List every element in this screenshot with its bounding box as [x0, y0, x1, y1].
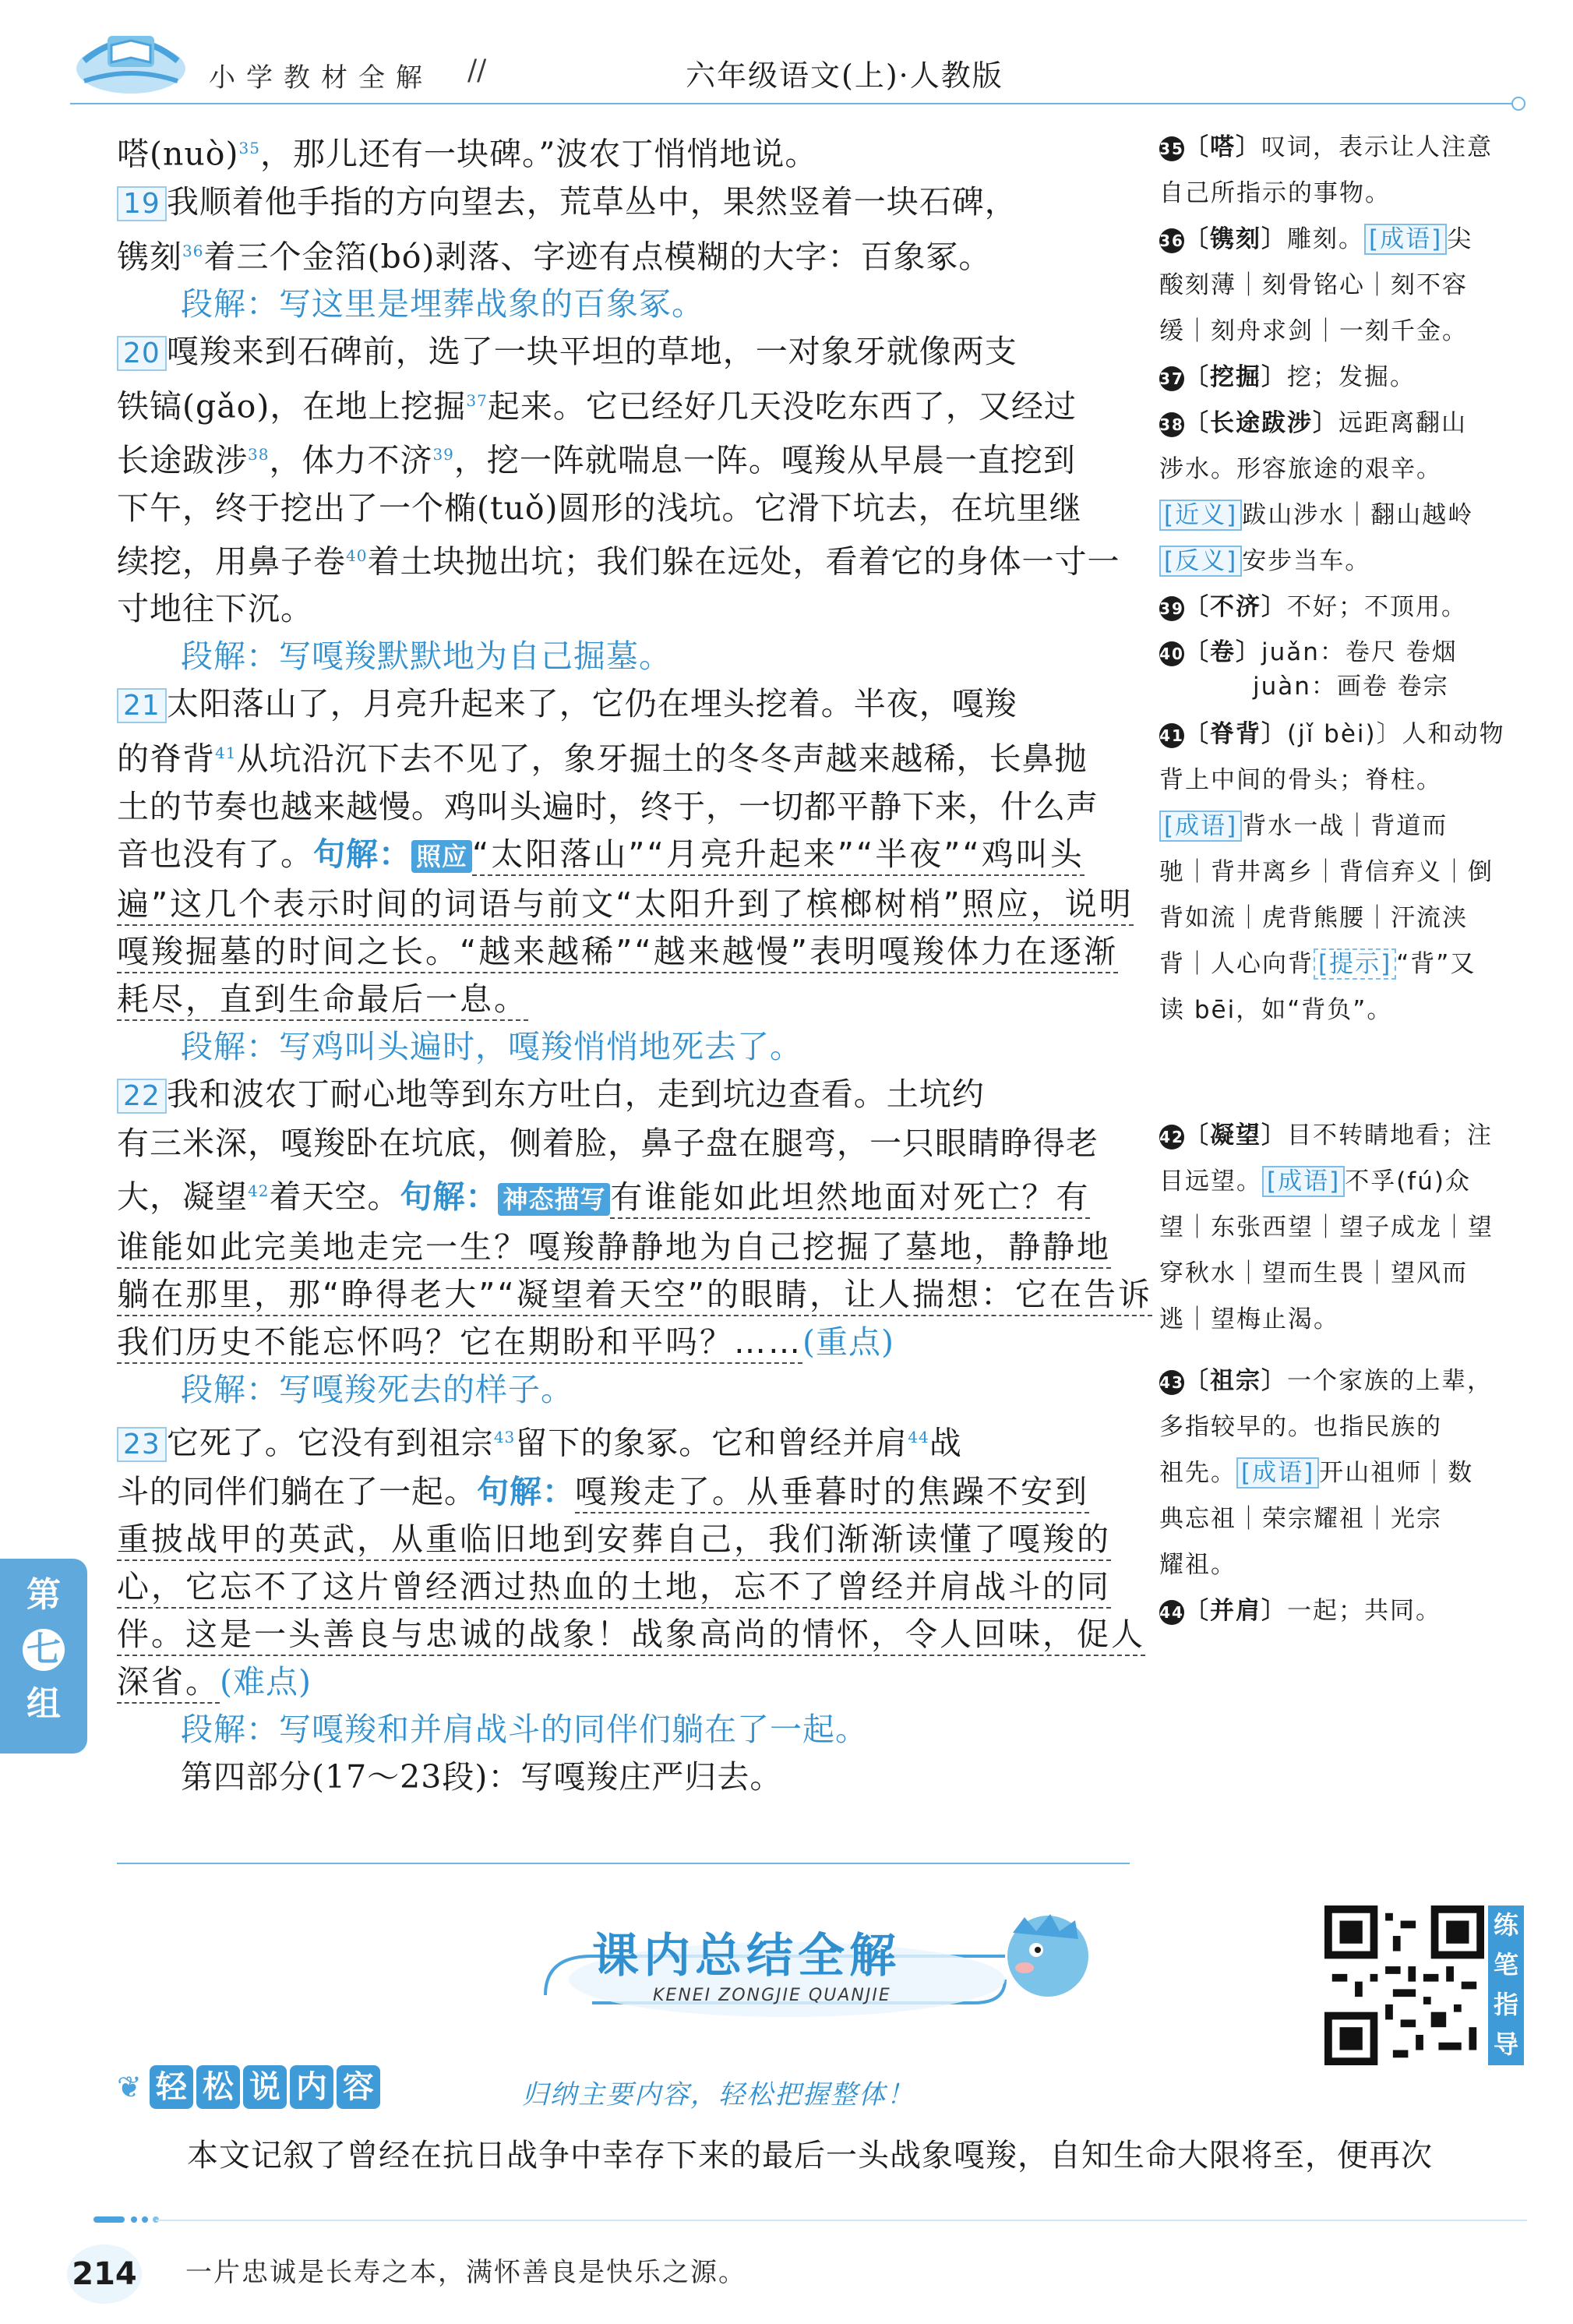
- paragraph-number: 19: [117, 186, 167, 221]
- text-line: 长途跋涉$^{38}$，体力不济$^{39}$，挖一阵就喘息一阵。嘎羧从早晨一直挖到: [117, 441, 1076, 479]
- note-line: 涉水。形容旅途的艰辛。: [1159, 455, 1442, 483]
- writing-guide-label[interactable]: 练 笔 指 导: [1488, 1905, 1524, 2065]
- brand-logo-icon: [69, 14, 193, 100]
- summary-section-pinyin: KENEI ZONGJIE QUANJIE: [653, 1986, 891, 2005]
- note-40: 40〔卷〕juǎn：卷尺 卷烟: [1159, 638, 1458, 666]
- note-35: 35〔嗒〕叹词，表示让人注意: [1159, 133, 1493, 161]
- sentence-analysis-label: 句解：: [400, 1178, 499, 1216]
- note-line: 缓｜刻舟求剑｜一刻千金。: [1159, 317, 1468, 345]
- paragraph-analysis: 段解：写这里是埋葬战象的百象冢。: [181, 285, 704, 323]
- text-line: 的脊背$^{41}$从坑沿沉下去不见了，象牙掘土的冬冬声越来越稀，长鼻抛: [117, 740, 1088, 778]
- note-line: 典忘祖｜荣宗耀祖｜光宗: [1159, 1505, 1442, 1533]
- note-41: 41〔脊背〕(jǐ bèi)〕人和动物: [1159, 720, 1505, 748]
- easy-content-subtitle: 归纳主要内容，轻松把握整体！: [522, 2079, 915, 2110]
- text-line: 音也没有了。句解： 照应 “太阳落山”“月亮升起来”“半夜”“鸡叫头: [117, 831, 1130, 881]
- unit-tab-number: 七: [23, 1629, 65, 1671]
- note-line: 背如流｜虎背熊腰｜汗流浃: [1159, 904, 1468, 932]
- text-line: 嗒(nuò)$^{35}$，那儿还有一块碑。”波农丁悄悄地说。: [117, 135, 818, 173]
- vocabulary-notes: [1159, 125, 1525, 1634]
- annotation-line: 耗尽，直到生命最后一息。: [117, 976, 1130, 1023]
- note-line: 逃｜望梅止渴。: [1159, 1305, 1339, 1333]
- summary-paragraph: 本文记叙了曾经在抗日战争中幸存下来的最后一头战象嘎羧，自知生命大限将至，便再次: [187, 2138, 1433, 2174]
- note-line: 背上中间的骨头；脊柱。: [1159, 766, 1442, 794]
- annotation-line: 遍”这几个表示时间的词语与前文“太阳升到了槟榔树梢”照应，说明: [117, 881, 1130, 928]
- sentence-analysis-label: 句解：: [313, 835, 411, 873]
- header-rule: [70, 103, 1519, 104]
- paragraph-number: 21: [117, 688, 167, 723]
- unit-tab-char: 第: [26, 1575, 61, 1615]
- main-text-column: [117, 125, 1152, 1801]
- footer-motto: 一片忠诚是长寿之本，满怀善良是快乐之源。: [185, 2257, 746, 2288]
- footer-rule: [156, 2220, 1527, 2221]
- qr-code-icon[interactable]: [1324, 1905, 1484, 2065]
- paragraph-number: 22: [117, 1079, 167, 1114]
- paragraph-22: 22 我和波农丁耐心地等到东方吐白，走到坑边查看。土坑约: [117, 1071, 1130, 1120]
- annotation-line: 心，它忘不了这片曾经洒过热血的土地，忘不了曾经并肩战斗的同: [117, 1563, 1130, 1611]
- technique-tag: 神态描写: [498, 1183, 610, 1216]
- paragraph-analysis: 段解：写嘎羧和并肩战斗的同伴们躺在了一起。: [181, 1711, 868, 1749]
- note-39: 39〔不济〕不好；不顶用。: [1159, 593, 1467, 621]
- book-title: 六年级语文(上)·人教版: [686, 58, 1003, 93]
- note-line: 驰｜背井离乡｜背信弃义｜倒: [1159, 858, 1494, 886]
- technique-tag: 照应: [411, 840, 472, 873]
- note-line: 祖先。 [成语] 开山祖师｜数: [1159, 1459, 1474, 1487]
- text-line: 土的节奏也越来越慢。鸡叫头遍时，终于，一切都平静下来，什么声: [117, 787, 1099, 825]
- note-44: 44〔并肩〕一起；共同。: [1159, 1597, 1441, 1625]
- text-line: 大，凝望$^{42}$着天空。句解： 神态描写 有谁能如此坦然地面对死亡？有: [117, 1167, 1130, 1224]
- difficulty-tag: (难点): [220, 1663, 312, 1701]
- unit-tab-char: 组: [26, 1684, 61, 1724]
- note-line: [反义] 安步当车。: [1159, 539, 1525, 585]
- note-line: 酸刻薄｜刻骨铭心｜刻不容: [1159, 271, 1468, 299]
- note-line: 读 bēi，如“背负”。: [1159, 996, 1393, 1024]
- paragraph-21: 21 太阳落山了，月亮升起来了，它仍在埋头挖着。半夜，嘎羧: [117, 680, 1130, 729]
- paragraph-23: 23 它死了。它没有到祖宗$^{43}$留下的象冢。它和曾经并肩$^{44}$战: [117, 1414, 1130, 1469]
- annotation-line: 重披战甲的英武，从重临旧地到安葬自己，我们渐渐读懂了嘎羧的: [117, 1516, 1130, 1563]
- text-line: 斗的同伴们躺在了一起。句解：嘎羧走了。从垂暮时的焦躁不安到: [117, 1468, 1130, 1516]
- annotation-line: 我们历史不能忘怀吗？它在期盼和平吗？……(重点): [117, 1319, 1130, 1366]
- note-37: 37〔挖掘〕挖；发掘。: [1159, 363, 1416, 391]
- note-line: 耀祖。: [1159, 1551, 1236, 1579]
- note-line: juàn：画卷 卷宗: [1253, 673, 1449, 701]
- butterfly-icon: ❦: [117, 2070, 142, 2104]
- note-line: [近义] 跋山涉水｜翻山越岭: [1159, 493, 1525, 539]
- note-43: 43〔祖宗〕一个家族的上辈，: [1159, 1367, 1493, 1395]
- note-42: 42〔凝望〕目不转睛地看；注: [1159, 1121, 1493, 1150]
- text-line: 下午，终于挖出了一个椭(tuǒ)圆形的浅坑。它滑下坑去，在坑里继: [117, 489, 1082, 527]
- note-line: 望｜东张西望｜望子成龙｜望: [1159, 1213, 1494, 1241]
- annotation-line: 躺在那里，那“睁得老大”“凝望着天空”的眼睛，让人揣想：它在告诉: [117, 1271, 1130, 1319]
- sentence-analysis-label: 句解：: [477, 1473, 575, 1511]
- note-line: 自己所指示的事物。: [1159, 179, 1391, 207]
- note-38: 38〔长途跋涉〕远距离翻山: [1159, 409, 1467, 437]
- paragraph-analysis: 段解：写鸡叫头遍时，嘎羧悄悄地死去了。: [181, 1027, 802, 1065]
- note-line: 穿秋水｜望而生畏｜望风而: [1159, 1259, 1468, 1287]
- brand-name: 小学教材全解: [209, 62, 433, 94]
- paragraph-number: 23: [117, 1427, 167, 1462]
- brand-slash-decoration: //: [467, 55, 487, 87]
- text-line: 铁镐(gǎo)，在地上挖掘$^{37}$起来。它已经好几天没吃东西了，又经过: [117, 387, 1077, 426]
- summary-section-title: 课内总结全解: [592, 1929, 901, 1983]
- paragraph-analysis: 段解：写嘎羧默默地为自己掘墓。: [181, 638, 672, 676]
- note-line: 目远望。 [成语] 不孚(fú)众: [1159, 1167, 1471, 1196]
- page-number: 214: [67, 2245, 142, 2304]
- paragraph-19: 19 我顺着他手指的方向望去，荒草丛中，果然竖着一块石碑，: [117, 178, 1130, 228]
- part-summary: 第四部分(17～23段)：写嘎羧庄严归去。: [181, 1758, 783, 1796]
- text-line: 续挖，用鼻子卷$^{40}$着土块抛出坑；我们躲在远处，看着它的身体一寸一: [117, 542, 1120, 581]
- note-line: [成语] 背水一战｜背道而: [1159, 804, 1525, 849]
- note-36: 36〔镌刻〕雕刻。 [成语] 尖: [1159, 225, 1473, 253]
- note-line: 多指较早的。也指民族的: [1159, 1413, 1442, 1441]
- note-line: 背｜人心向背 [提示] “背”又: [1159, 950, 1476, 978]
- part-divider: [117, 1863, 1130, 1864]
- annotation-line: 深省。(难点): [117, 1658, 1130, 1706]
- easy-content-title: ❦ 轻 松 说 内 容: [117, 2065, 383, 2109]
- text-line: 寸地往下沉。: [117, 590, 313, 628]
- annotation-line: 嘎羧掘墓的时间之长。“越来越稀”“越来越慢”表明嘎羧体力在逐渐: [117, 928, 1130, 976]
- unit-tab[interactable]: [0, 1559, 87, 1754]
- annotation-line: 伴。这是一头善良与忠诚的战象！战象高尚的情怀，令人回味，促人: [117, 1611, 1130, 1658]
- paragraph-analysis: 段解：写嘎羧死去的样子。: [181, 1370, 573, 1408]
- annotation-line: 谁能如此完美地走完一生？嘎羧静静地为自己挖掘了墓地，静静地: [117, 1224, 1130, 1271]
- paragraph-20: 20 嘎羧来到石碑前，选了一块平坦的草地，一对象牙就像两支: [117, 328, 1130, 377]
- text-line: 有三米深，嘎羧卧在坑底，侧着脸，鼻子盘在腿弯，一只眼睛睁得老: [117, 1124, 1099, 1162]
- paragraph-number: 20: [117, 336, 167, 371]
- key-point-tag: (重点): [802, 1323, 894, 1361]
- header-rule-dot: [1511, 97, 1525, 111]
- text-line: 镌刻$^{36}$着三个金箔(bó)剥落、字迹有点模糊的大字：百象冢。: [117, 238, 992, 276]
